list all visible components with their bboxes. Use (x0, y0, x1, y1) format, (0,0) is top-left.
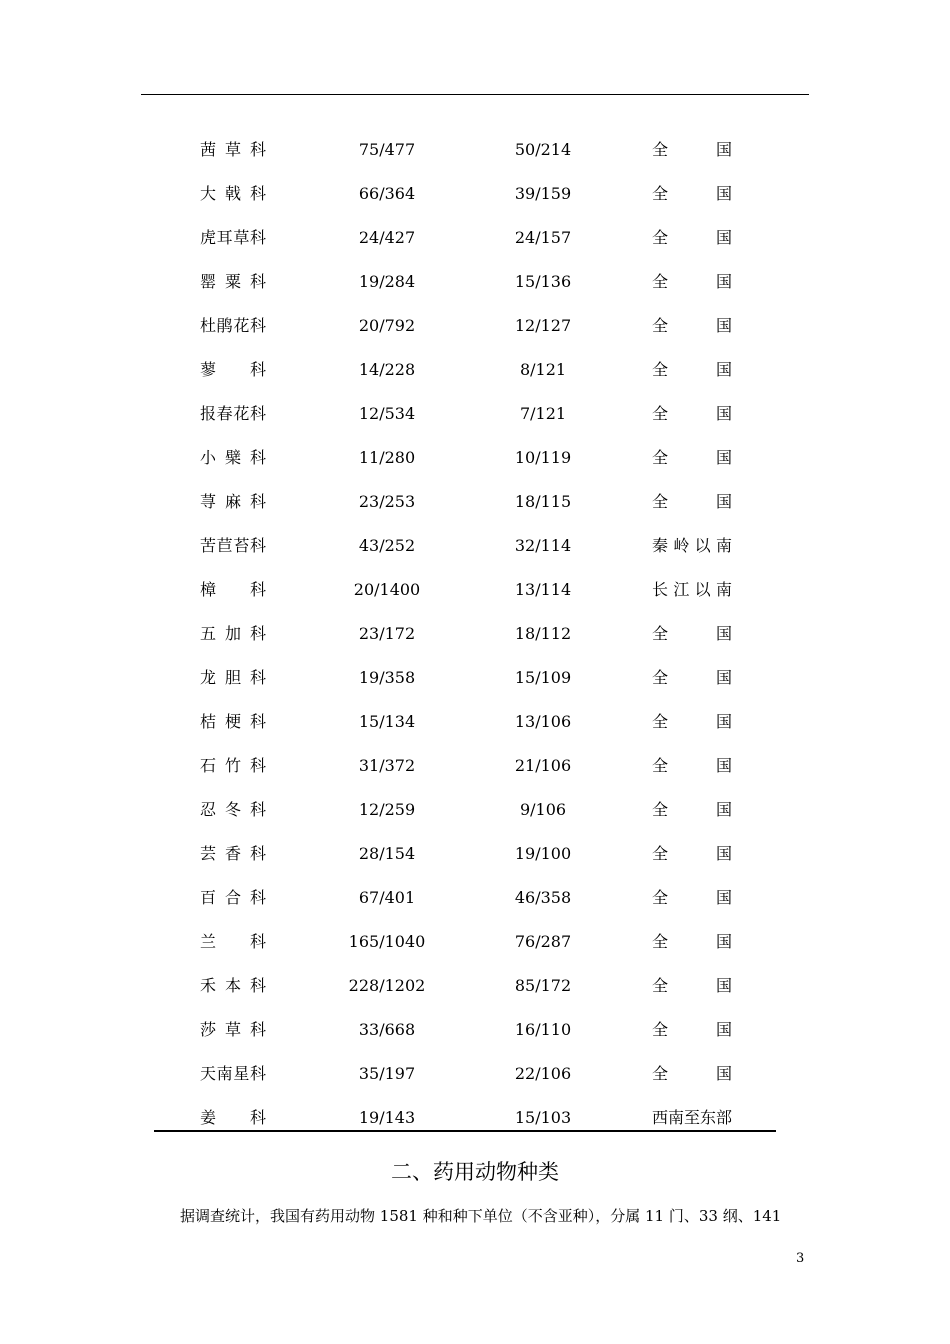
distribution-region: 全国 (652, 1020, 732, 1039)
family-name: 蓼科 (200, 360, 266, 379)
distribution-region: 全国 (652, 1064, 732, 1083)
distribution-region: 全国 (652, 492, 732, 511)
family-name: 芸香科 (200, 844, 266, 863)
distribution-region: 长江以南 (652, 580, 732, 599)
family-name: 大戟科 (200, 184, 266, 203)
table-row (154, 964, 776, 1008)
distribution-region: 全国 (652, 448, 732, 467)
table-row (154, 128, 776, 172)
table-row (154, 788, 776, 832)
distribution-region: 全国 (652, 712, 732, 731)
family-name: 罂粟科 (200, 272, 266, 291)
medicinal-genus-species-count: 46/358 (514, 888, 572, 907)
distribution-region: 全国 (652, 844, 732, 863)
medicinal-genus-species-count: 32/114 (514, 536, 572, 555)
medicinal-genus-species-count: 10/119 (514, 448, 572, 467)
genus-species-count: 24/427 (358, 228, 416, 247)
distribution-region: 全国 (652, 800, 732, 819)
medicinal-plant-family-table (154, 128, 776, 1140)
distribution-region: 全国 (652, 228, 732, 247)
distribution-region: 全国 (652, 184, 732, 203)
genus-species-count: 23/172 (358, 624, 416, 643)
table-row (154, 1052, 776, 1096)
family-name: 百合科 (200, 888, 266, 907)
family-name: 桔梗科 (200, 712, 266, 731)
family-name: 忍冬科 (200, 800, 266, 819)
table-row (154, 612, 776, 656)
genus-species-count: 12/534 (358, 404, 416, 423)
family-name: 龙胆科 (200, 668, 266, 687)
medicinal-genus-species-count: 18/115 (514, 492, 572, 511)
family-name: 石竹科 (200, 756, 266, 775)
medicinal-genus-species-count: 18/112 (514, 624, 572, 643)
medicinal-genus-species-count: 15/103 (514, 1108, 572, 1127)
medicinal-genus-species-count: 13/114 (514, 580, 572, 599)
genus-species-count: 12/259 (358, 800, 416, 819)
medicinal-genus-species-count: 8/121 (519, 360, 567, 379)
genus-species-count: 11/280 (358, 448, 416, 467)
table-row (154, 700, 776, 744)
table-row (154, 172, 776, 216)
family-name: 姜科 (200, 1108, 266, 1127)
table-row (154, 524, 776, 568)
table-bottom-rule (154, 1130, 776, 1132)
distribution-region: 秦岭以南 (652, 536, 732, 555)
genus-species-count: 19/358 (358, 668, 416, 687)
distribution-region: 全国 (652, 360, 732, 379)
section-heading: 二、药用动物种类 (391, 1160, 559, 1184)
distribution-region: 全国 (652, 756, 732, 775)
table-row (154, 480, 776, 524)
page-number: 3 (796, 1251, 805, 1266)
family-name: 虎耳草科 (200, 228, 266, 247)
genus-species-count: 75/477 (358, 140, 416, 159)
table-row (154, 744, 776, 788)
genus-species-count: 15/134 (358, 712, 416, 731)
genus-species-count: 228/1202 (348, 976, 426, 995)
medicinal-genus-species-count: 16/110 (514, 1020, 572, 1039)
medicinal-genus-species-count: 24/157 (514, 228, 572, 247)
family-name: 茜草科 (200, 140, 266, 159)
header-rule (141, 94, 809, 95)
body-paragraph: 据调查统计，我国有药用动物 1581 种和种下单位（不含亚种），分属 11 门、33 纲、141 (180, 1207, 782, 1225)
medicinal-genus-species-count: 15/136 (514, 272, 572, 291)
genus-species-count: 19/143 (358, 1108, 416, 1127)
table-row (154, 304, 776, 348)
medicinal-genus-species-count: 9/106 (519, 800, 567, 819)
family-name: 荨麻科 (200, 492, 266, 511)
medicinal-genus-species-count: 39/159 (514, 184, 572, 203)
distribution-region: 全国 (652, 404, 732, 423)
medicinal-genus-species-count: 13/106 (514, 712, 572, 731)
family-name: 兰科 (200, 932, 266, 951)
family-name: 苦苣苔科 (200, 536, 266, 555)
medicinal-genus-species-count: 12/127 (514, 316, 572, 335)
medicinal-genus-species-count: 50/214 (514, 140, 572, 159)
family-name: 五加科 (200, 624, 266, 643)
distribution-region: 全国 (652, 140, 732, 159)
medicinal-genus-species-count: 21/106 (514, 756, 572, 775)
genus-species-count: 28/154 (358, 844, 416, 863)
table-row (154, 1096, 776, 1140)
family-name: 杜鹃花科 (200, 316, 266, 335)
distribution-region: 全国 (652, 932, 732, 951)
genus-species-count: 20/792 (358, 316, 416, 335)
genus-species-count: 43/252 (358, 536, 416, 555)
genus-species-count: 23/253 (358, 492, 416, 511)
genus-species-count: 31/372 (358, 756, 416, 775)
table-row (154, 656, 776, 700)
table-row (154, 832, 776, 876)
distribution-region: 全国 (652, 624, 732, 643)
genus-species-count: 165/1040 (348, 932, 426, 951)
family-name: 莎草科 (200, 1020, 266, 1039)
genus-species-count: 67/401 (358, 888, 416, 907)
table-row (154, 348, 776, 392)
family-name: 小檗科 (200, 448, 266, 467)
table-row (154, 436, 776, 480)
distribution-region: 西南至东部 (652, 1108, 733, 1127)
family-name: 禾本科 (200, 976, 266, 995)
genus-species-count: 66/364 (358, 184, 416, 203)
genus-species-count: 33/668 (358, 1020, 416, 1039)
distribution-region: 全国 (652, 316, 732, 335)
genus-species-count: 20/1400 (353, 580, 421, 599)
distribution-region: 全国 (652, 272, 732, 291)
table-row (154, 568, 776, 612)
distribution-region: 全国 (652, 976, 732, 995)
table-row (154, 876, 776, 920)
table-row (154, 920, 776, 964)
family-name: 樟科 (200, 580, 266, 599)
table-row (154, 260, 776, 304)
medicinal-genus-species-count: 85/172 (514, 976, 572, 995)
table-row (154, 1008, 776, 1052)
distribution-region: 全国 (652, 888, 732, 907)
genus-species-count: 35/197 (358, 1064, 416, 1083)
genus-species-count: 14/228 (358, 360, 416, 379)
medicinal-genus-species-count: 76/287 (514, 932, 572, 951)
medicinal-genus-species-count: 7/121 (519, 404, 567, 423)
family-name: 天南星科 (200, 1064, 266, 1083)
genus-species-count: 19/284 (358, 272, 416, 291)
family-name: 报春花科 (200, 404, 266, 423)
medicinal-genus-species-count: 15/109 (514, 668, 572, 687)
distribution-region: 全国 (652, 668, 732, 687)
medicinal-genus-species-count: 22/106 (514, 1064, 572, 1083)
table-row (154, 392, 776, 436)
medicinal-genus-species-count: 19/100 (514, 844, 572, 863)
table-row (154, 216, 776, 260)
